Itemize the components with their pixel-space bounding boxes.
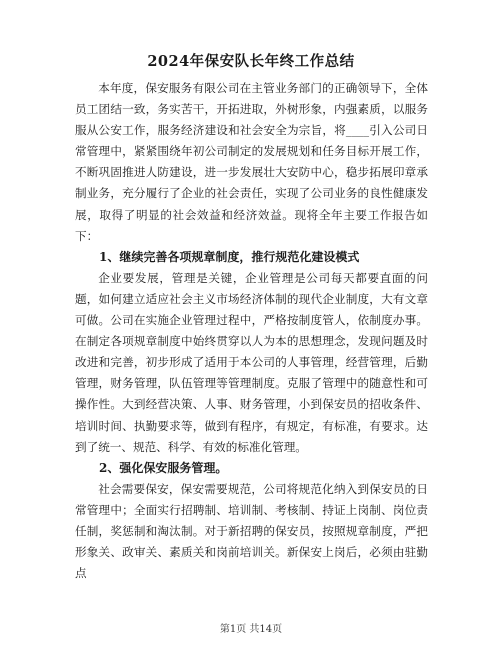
document-body — [75, 78, 428, 584]
section-1-paragraph: 企业要发展，管理是关键，企业管理是公司每天都要直面的问题，如何建立适应社会主义市场经济体制的现代企业制度，大有文章可做。公司在实施企业管理过程中，严格按制度管人，依制度办事。在制定各项规章制度中始终贯穿以人为本的思想理念，发现问题及时改进和完善，初步形成了适用于本公司的人事管理，经营管理，后勤管理，财务管理，队伍管理等管理制度。克服了管理中的随意性和可操作性。大到经营决策、人事、财务管理，小到保安员的招收条件、培训时间、执勤要求等，做到有程序，有规定，有标准，有要求。达到了统一、规范、科学、有效的标准化管理。 — [75, 270, 428, 454]
intro-paragraph: 本年度，保安服务有限公司在主管业务部门的正确领导下，全体员工团结一致，务实苦干，开拓进取，外树形象，内强素质，以服务服从公安工作，服务经济建设和社会安全为宗旨，将____引入公司日常管理中，紧紧围绕年初公司制定的发展规划和任务目标开展工作，不断巩固推进人防建设，进一步发展壮大安防中心，稳步拓展印章承制业务，充分履行了企业的社会责任，实现了公司业务的良性健康发展，取得了明显的社会效益和经济效益。现将全年主要工作报告如下： — [75, 81, 428, 243]
section-2-heading: 2、强化保安服务管理。 — [99, 460, 228, 475]
section-1-heading: 1、继续完善各项规章制度，推行规范化建设模式 — [99, 249, 360, 264]
page-title: 2024年保安队长年终工作总结 — [147, 53, 355, 70]
page-footer: 第1页 共14页 — [219, 624, 283, 635]
section-2-paragraph: 社会需要保安，保安需要规范，公司将规范化纳入到保安员的日常管理中；全面实行招聘制、培训制、考核制、持证上岗制、岗位责任制，奖惩制和淘汰制。对于新招聘的保安员，按照规章制度，严把形象关、政审关、素质关和岗前培训关。新保安上岗后，必须由驻勤点 — [75, 481, 428, 581]
